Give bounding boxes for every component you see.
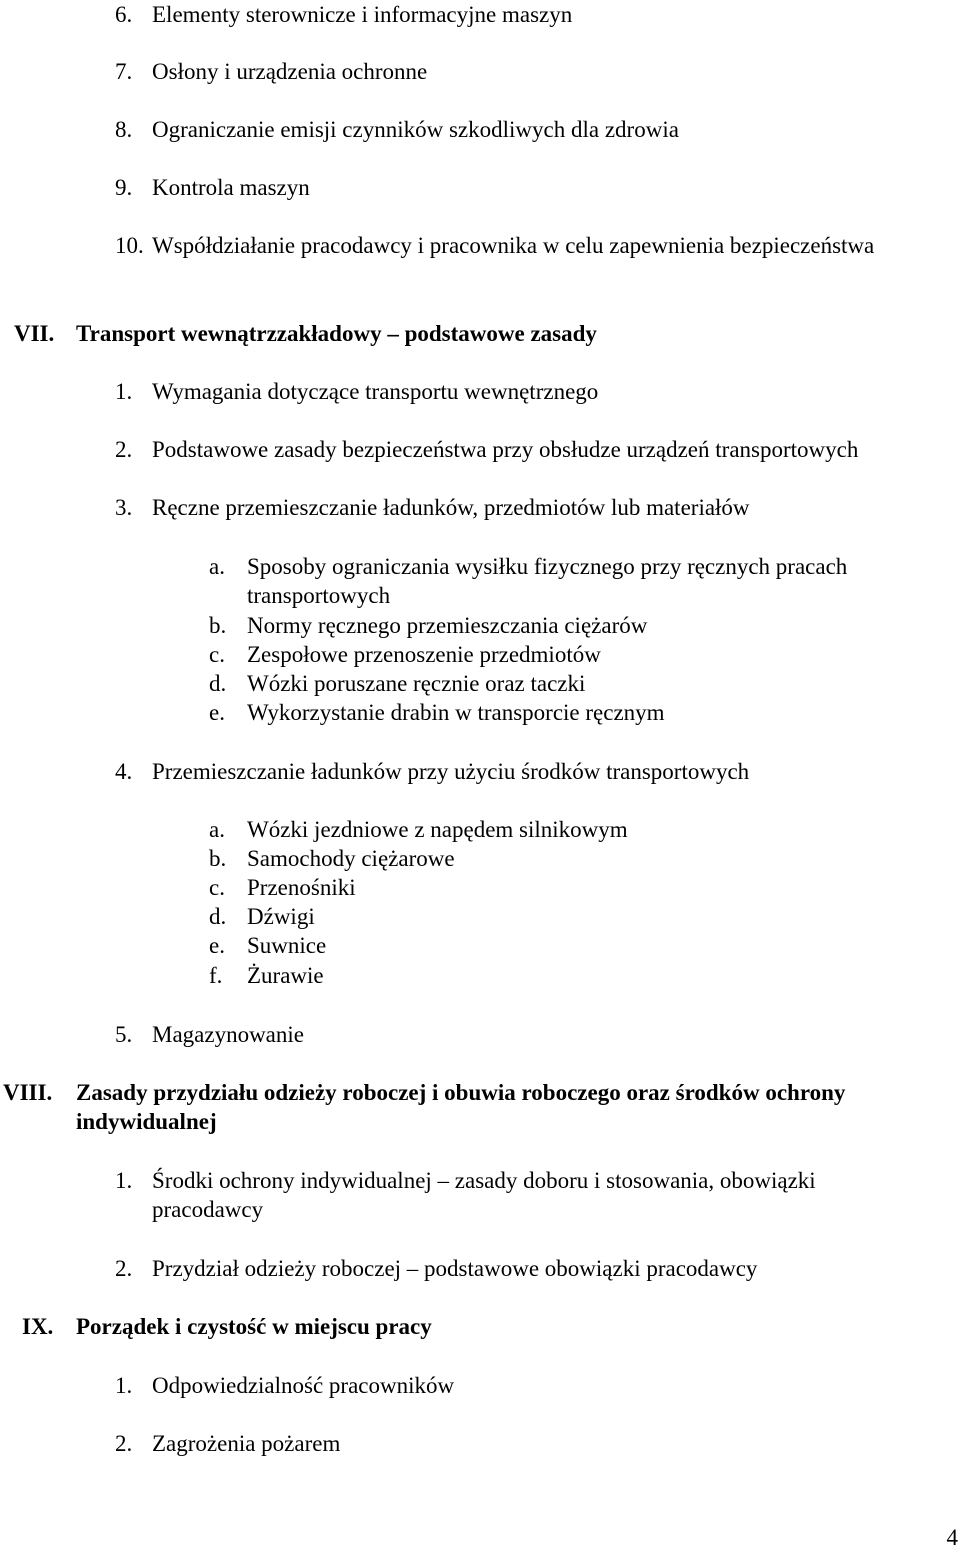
item-number: 2.	[115, 1256, 133, 1281]
item-text: Przenośniki	[247, 875, 356, 900]
item-number: 2.	[115, 437, 133, 462]
item-text: Odpowiedzialność pracowników	[152, 1373, 455, 1398]
item-text: Współdziałanie pracodawcy i pracownika w celu zapewnienia bezpieczeństwa	[152, 233, 875, 258]
item-letter: a.	[209, 817, 225, 842]
item-text: Kontrola maszyn	[152, 175, 310, 200]
item-number: 4.	[115, 759, 133, 784]
item-number: 5.	[115, 1022, 133, 1047]
item-text: Środki ochrony indywidualnej – zasady doboru i stosowania, obowiązki pracodawcy	[152, 1168, 816, 1222]
item-number: 8.	[115, 117, 133, 142]
item-letter: b.	[209, 846, 227, 871]
item-text: Żurawie	[247, 963, 324, 988]
page-number: 4	[946, 1525, 958, 1550]
item-number: 2.	[115, 1431, 133, 1456]
section-title: Zasady przydziału odzieży roboczej i obuwia roboczego oraz środków ochrony indywidualnej	[76, 1080, 846, 1134]
section-number: VII.	[14, 321, 55, 346]
item-number: 10.	[115, 233, 144, 258]
section-title: Porządek i czystość w miejscu pracy	[76, 1314, 432, 1339]
item-letter: a.	[209, 554, 225, 579]
item-letter: c.	[209, 642, 225, 667]
item-number: 1.	[115, 379, 133, 404]
item-text: Dźwigi	[247, 904, 315, 929]
item-number: 7.	[115, 59, 133, 84]
item-number: 1.	[115, 1373, 133, 1398]
item-letter: d.	[209, 671, 227, 696]
item-text: Wózki poruszane ręcznie oraz taczki	[247, 671, 586, 696]
item-text: Suwnice	[247, 933, 327, 958]
item-text: Osłony i urządzenia ochronne	[152, 59, 428, 84]
item-number: 9.	[115, 175, 133, 200]
item-text: Elementy sterownicze i informacyjne maszyn	[152, 2, 573, 27]
item-letter: e.	[209, 700, 225, 725]
item-letter: d.	[209, 904, 227, 929]
section-title: Transport wewnątrzzakładowy – podstawowe zasady	[76, 321, 597, 346]
item-text: Ograniczanie emisji czynników szkodliwych dla zdrowia	[152, 117, 679, 142]
section-number: VIII.	[3, 1080, 53, 1105]
item-text: Przydział odzieży roboczej – podstawowe obowiązki pracodawcy	[152, 1256, 758, 1281]
item-letter: c.	[209, 875, 225, 900]
item-letter: f.	[209, 963, 223, 988]
item-text: Podstawowe zasady bezpieczeństwa przy obsłudze urządzeń transportowych	[152, 437, 859, 462]
item-number: 6.	[115, 2, 133, 27]
item-text: Wykorzystanie drabin w transporcie ręcznym	[247, 700, 665, 725]
item-text: Ręczne przemieszczanie ładunków, przedmiotów lub materiałów	[152, 495, 750, 520]
item-letter: e.	[209, 933, 225, 958]
section-number: IX.	[22, 1314, 54, 1339]
item-text: Zagrożenia pożarem	[152, 1431, 341, 1456]
item-text: Przemieszczanie ładunków przy użyciu środków transportowych	[152, 759, 750, 784]
item-number: 3.	[115, 495, 133, 520]
item-text: Sposoby ograniczania wysiłku fizycznego przy ręcznych pracach transportowych	[247, 554, 848, 608]
item-letter: b.	[209, 613, 227, 638]
item-text: Magazynowanie	[152, 1022, 304, 1047]
item-text: Zespołowe przenoszenie przedmiotów	[247, 642, 601, 667]
item-text: Normy ręcznego przemieszczania ciężarów	[247, 613, 648, 638]
item-text: Wymagania dotyczące transportu wewnętrznego	[152, 379, 599, 404]
item-number: 1.	[115, 1168, 133, 1193]
item-text: Samochody ciężarowe	[247, 846, 455, 871]
item-text: Wózki jezdniowe z napędem silnikowym	[247, 817, 628, 842]
